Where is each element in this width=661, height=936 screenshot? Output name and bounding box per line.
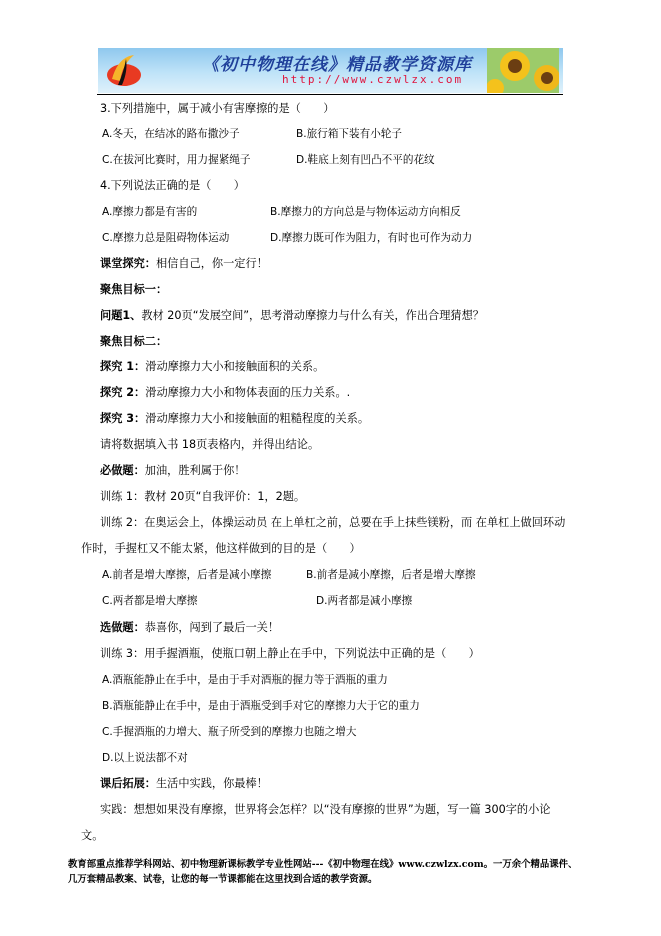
required-section — [100, 463, 245, 479]
training-3-stem: 训练 3：用手握酒瓶，使瓶口朝上静止在手中，下列说法中正确的是（ ） — [100, 647, 480, 660]
explore-2-text: 滑动摩擦力大小和物体表面的压力关系。. — [145, 386, 351, 399]
practice-line-1: 实践：想想如果没有摩擦，世界将会怎样？以“没有摩擦的世界”为题，写一篇 300字的小论 — [100, 803, 551, 816]
explore-2-label: 探究 2： — [100, 386, 146, 399]
required-text: 加油，胜利属于你！ — [144, 464, 246, 477]
training-3-option-a: A.酒瓶能静止在手中，是由于手对酒瓶的握力等于酒瓶的重力 — [102, 674, 388, 686]
training-2-option-b: B.前者是减小摩擦，后者是增大摩擦 — [306, 569, 476, 581]
after-class-label: 课后拓展： — [100, 777, 156, 790]
classroom-text: 相信自己，你一定行！ — [155, 257, 268, 270]
footer-line-2: 几万套精品教案、试卷，让您的每一节课都能在这里找到合适的教学资源。 — [68, 874, 378, 885]
classroom-inquiry — [100, 256, 268, 272]
explore-2 — [100, 385, 350, 401]
problem-1 — [100, 308, 484, 324]
problem-1-text: 教材 20页“发展空间”，思考滑动摩擦力与什么有关，作出合理猜想？ — [141, 309, 484, 322]
q4-option-d: D.摩擦力既可作为阻力，有时也可作为动力 — [270, 232, 473, 244]
training-1: 训练 1：教材 20页“自我评价：1，2题。 — [100, 490, 306, 503]
training-2-option-a: A.前者是增大摩擦，后者是减小摩擦 — [102, 569, 272, 581]
optional-section — [100, 620, 279, 636]
site-logo-icon — [104, 51, 144, 91]
training-3-option-c: C.手握酒瓶的力增大、瓶子所受到的摩擦力也随之增大 — [102, 726, 357, 738]
training-2-line-1: 训练 2：在奥运会上，体操运动员 在上单杠之前，总要在手上抹些镁粉，而 在单杠上做回环动 — [100, 516, 566, 529]
q4-option-c: C.摩擦力总是阻碍物体运动 — [102, 232, 230, 244]
problem-1-label: 问题1、 — [100, 309, 142, 322]
q3-option-d: D.鞋底上刻有凹凸不平的花纹 — [296, 154, 435, 166]
focus-goal-1: 聚焦目标一： — [100, 283, 168, 296]
q3-option-b: B.旅行箱下装有小轮子 — [296, 128, 402, 140]
header-rule — [97, 94, 563, 95]
explore-3-text: 滑动摩擦力大小和接触面的粗糙程度的关系。 — [145, 412, 370, 425]
explore-3 — [100, 411, 369, 427]
q3-stem: 3.下列措施中，属于减小有害摩擦的是（ ） — [100, 102, 335, 115]
footer-line-1: 教育部重点推荐学科网站、初中物理新课标教学专业性网站---《初中物理在线》www.czwlzx.com。一万余个精品课件、 — [68, 859, 578, 870]
training-2-line-2: 作时，手握杠又不能太紧，他这样做到的目的是（ ） — [81, 542, 361, 555]
q3-option-c: C.在拔河比赛时，用力握紧绳子 — [102, 154, 251, 166]
sunflower-icon — [487, 48, 559, 93]
banner-title: 《初中物理在线》精品教学资源库 — [202, 55, 472, 75]
training-3-option-b: B.酒瓶能静止在手中，是由于酒瓶受到手对它的摩擦力大于它的重力 — [102, 700, 420, 712]
practice-line-2: 文。 — [81, 829, 104, 842]
explore-1 — [100, 359, 324, 375]
q4-option-a: A.摩擦力都是有害的 — [102, 206, 198, 218]
training-2-option-d: D.两者都是减小摩擦 — [316, 595, 413, 607]
after-class-section — [100, 776, 268, 792]
optional-label: 选做题： — [100, 621, 145, 634]
training-2-option-c: C.两者都是增大摩擦 — [102, 595, 198, 607]
focus-goal-2: 聚焦目标二： — [100, 335, 168, 348]
q4-stem: 4.下列说法正确的是（ ） — [100, 179, 245, 192]
explore-1-label: 探究 1： — [100, 360, 146, 373]
fill-table-instruction: 请将数据填入书 18页表格内，并得出结论。 — [100, 438, 320, 451]
required-label: 必做题： — [100, 464, 145, 477]
training-3-option-d: D.以上说法都不对 — [102, 752, 188, 764]
optional-text: 恭喜你，闯到了最后一关！ — [144, 621, 280, 634]
q3-option-a: A.冬天，在结冰的路布撒沙子 — [102, 128, 240, 140]
classroom-label: 课堂探究： — [100, 257, 156, 270]
q4-option-b: B.摩擦力的方向总是与物体运动方向相反 — [270, 206, 461, 218]
banner-url[interactable]: http://www.czwlzx.com — [282, 73, 464, 86]
explore-3-label: 探究 3： — [100, 412, 146, 425]
header-banner — [98, 48, 563, 93]
explore-1-text: 滑动摩擦力大小和接触面积的关系。 — [145, 360, 325, 373]
after-class-text: 生活中实践，你最棒！ — [155, 777, 268, 790]
